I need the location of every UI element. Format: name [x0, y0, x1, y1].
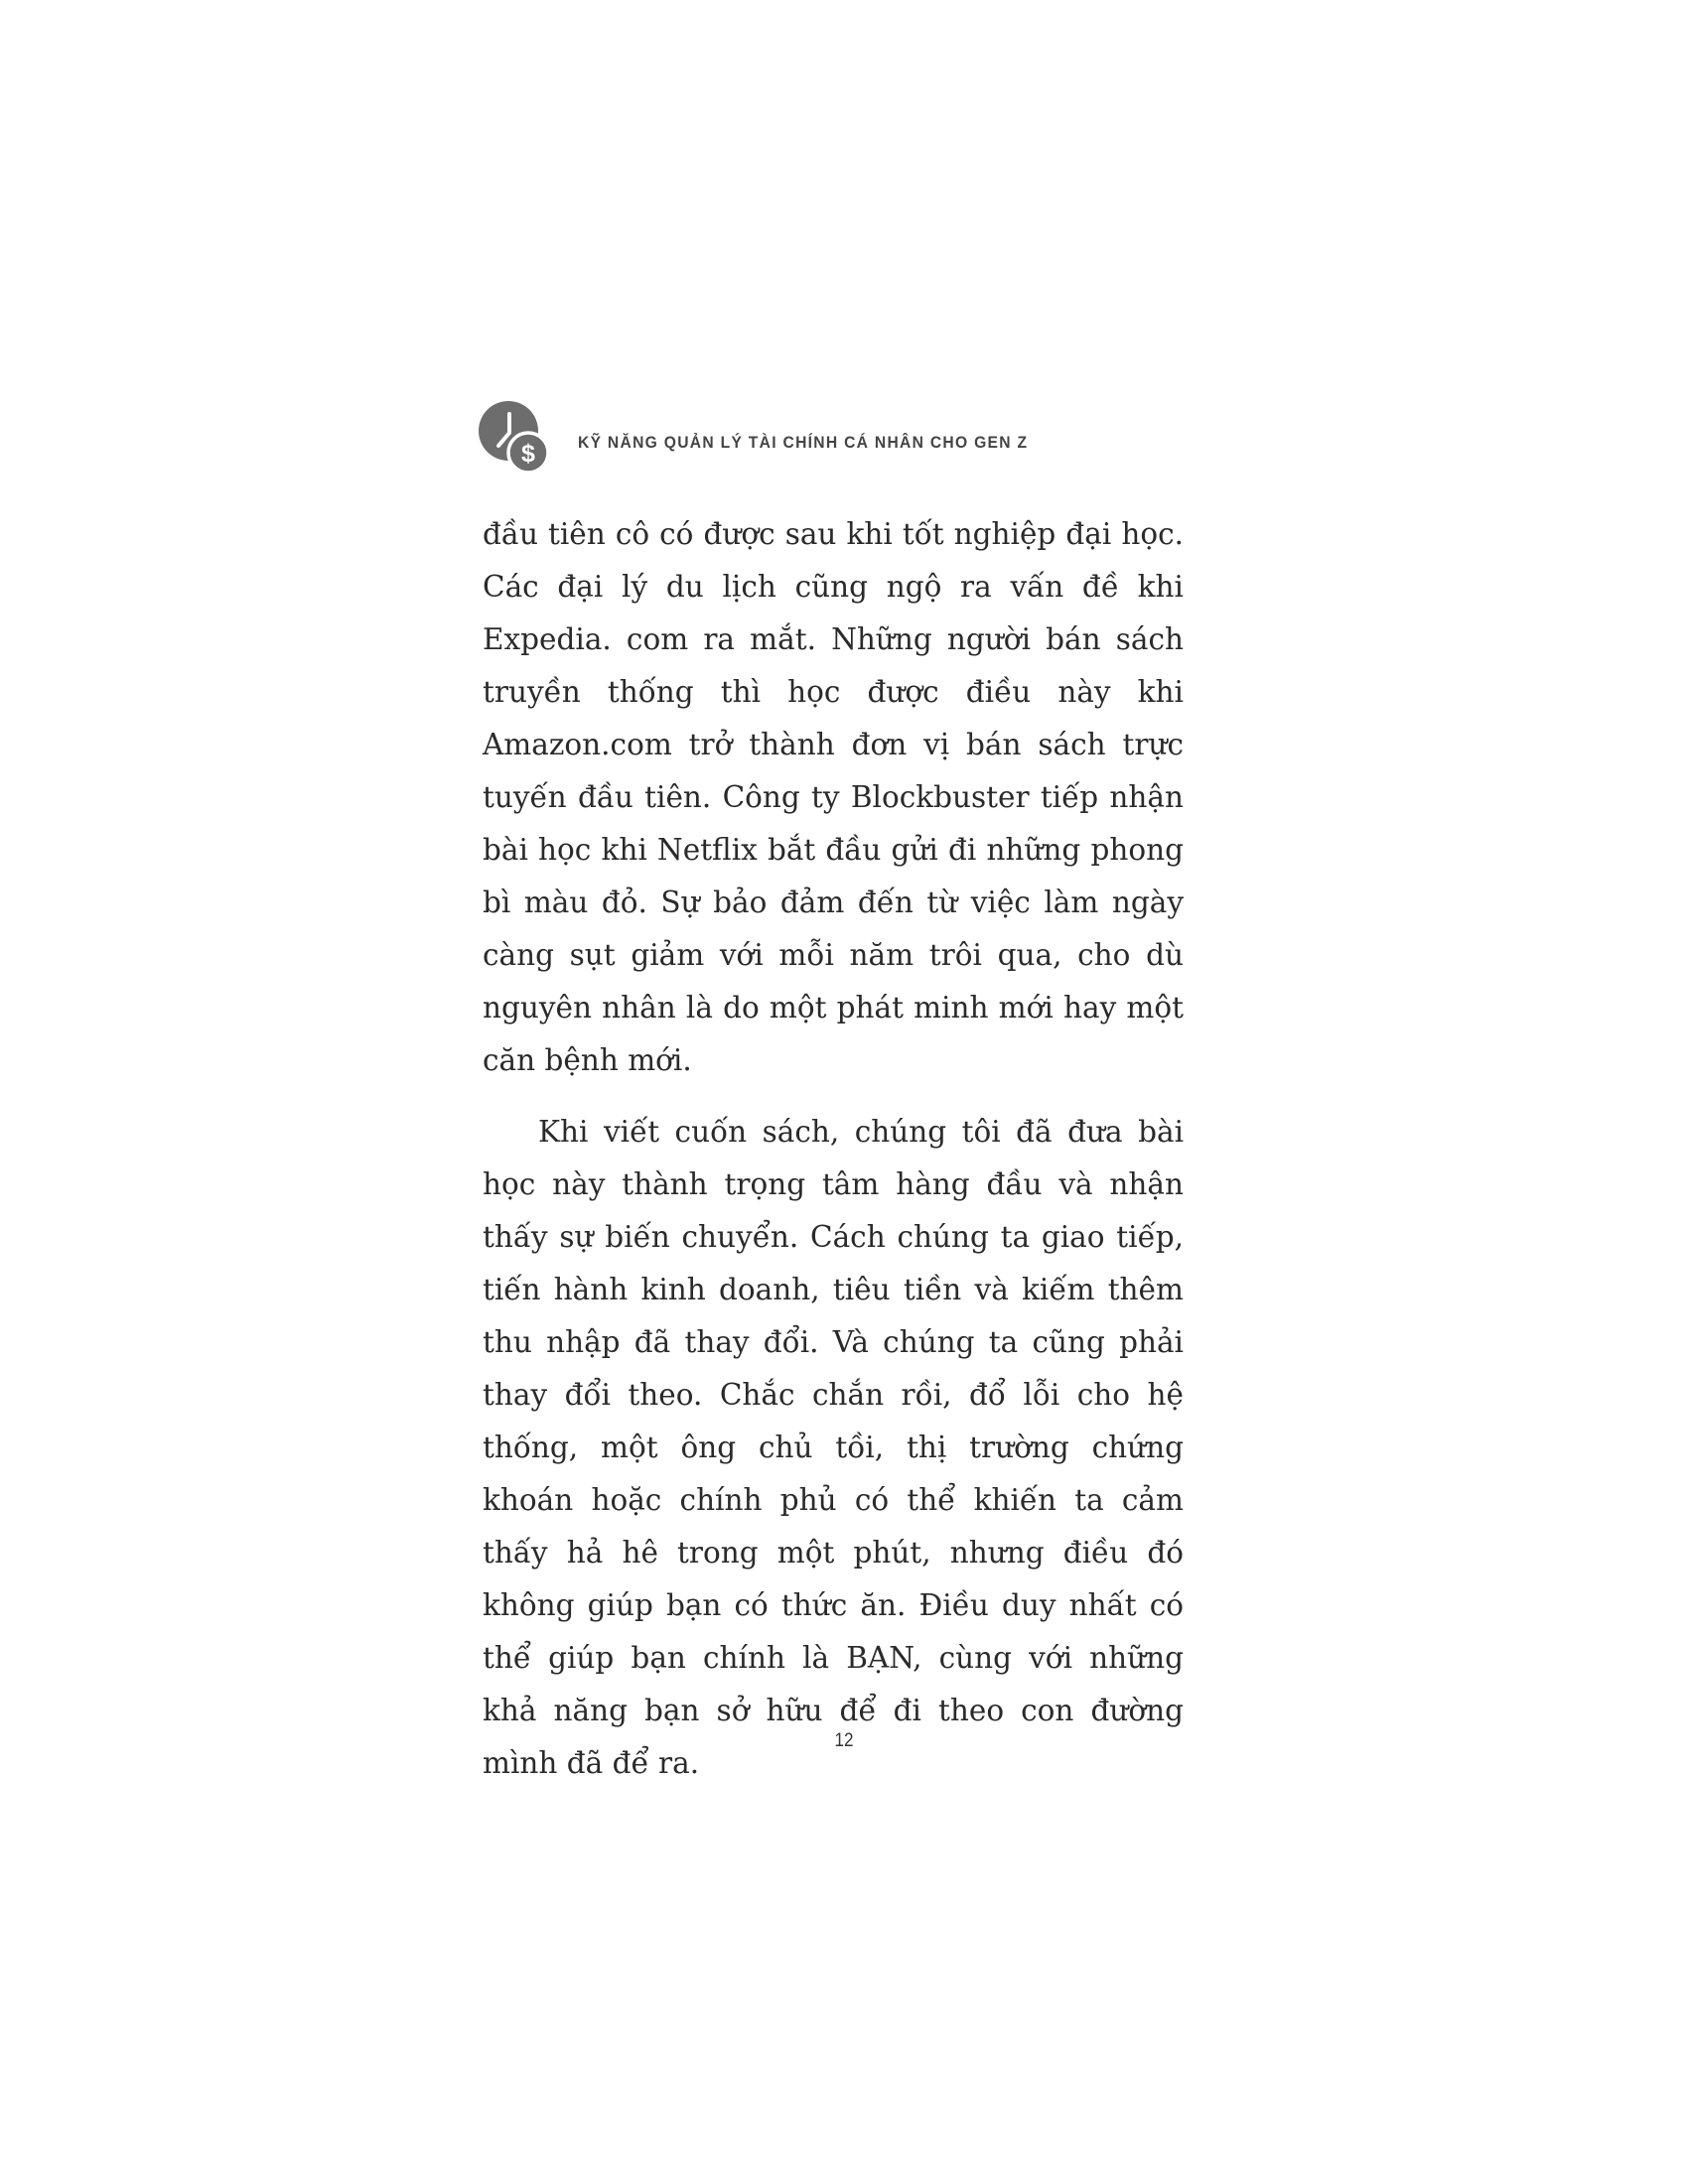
running-header-title: KỸ NĂNG QUẢN LÝ TÀI CHÍNH CÁ NHÂN CHO GEN Z	[578, 433, 1029, 452]
running-header	[479, 401, 1067, 480]
dollar-clock-logo-icon	[479, 401, 554, 480]
paragraph: Khi viết cuốn sách, chúng tôi đã đưa bài học này thành trọng tâm hàng đầu và nhận thấy sự biến chuyển. Cách chúng ta giao tiếp, tiến hành kinh doanh, tiêu tiền và kiếm thêm thu nhập đã thay đổi. Và chúng ta cũng phải thay đổi theo. Chắc chắn rồi, đổ lỗi cho hệ thống, một ông chủ tồi, thị trường chứng khoán hoặc chính phủ có thể khiến ta cảm thấy hả hê trong một phút, nhưng điều đó không giúp bạn có thức ăn. Điều duy nhất có thể giúp bạn chính là BẠN, cùng với những khả năng bạn sở hữu để đi theo con đường mình đã để ra.	[483, 1115, 1184, 1780]
svg-text:$: $	[521, 440, 535, 468]
body-text	[483, 508, 1184, 1790]
paragraph: đầu tiên cô có được sau khi tốt nghiệp đại học. Các đại lý du lịch cũng ngộ ra vấn đề khi Expedia. com ra mắt. Những người bán sách truyền thống thì học được điều này khi Amazon.com trở thành đơn vị bán sách trực tuyến đầu tiên. Công ty Blockbuster tiếp nhận bài học khi Netflix bắt đầu gửi đi những phong bì màu đỏ. Sự bảo đảm đến từ việc làm ngày càng sụt giảm với mỗi năm trôi qua, cho dù nguyên nhân là do một phát minh mới hay một căn bệnh mới.	[483, 517, 1184, 1077]
page-number: 12	[834, 1730, 854, 1751]
